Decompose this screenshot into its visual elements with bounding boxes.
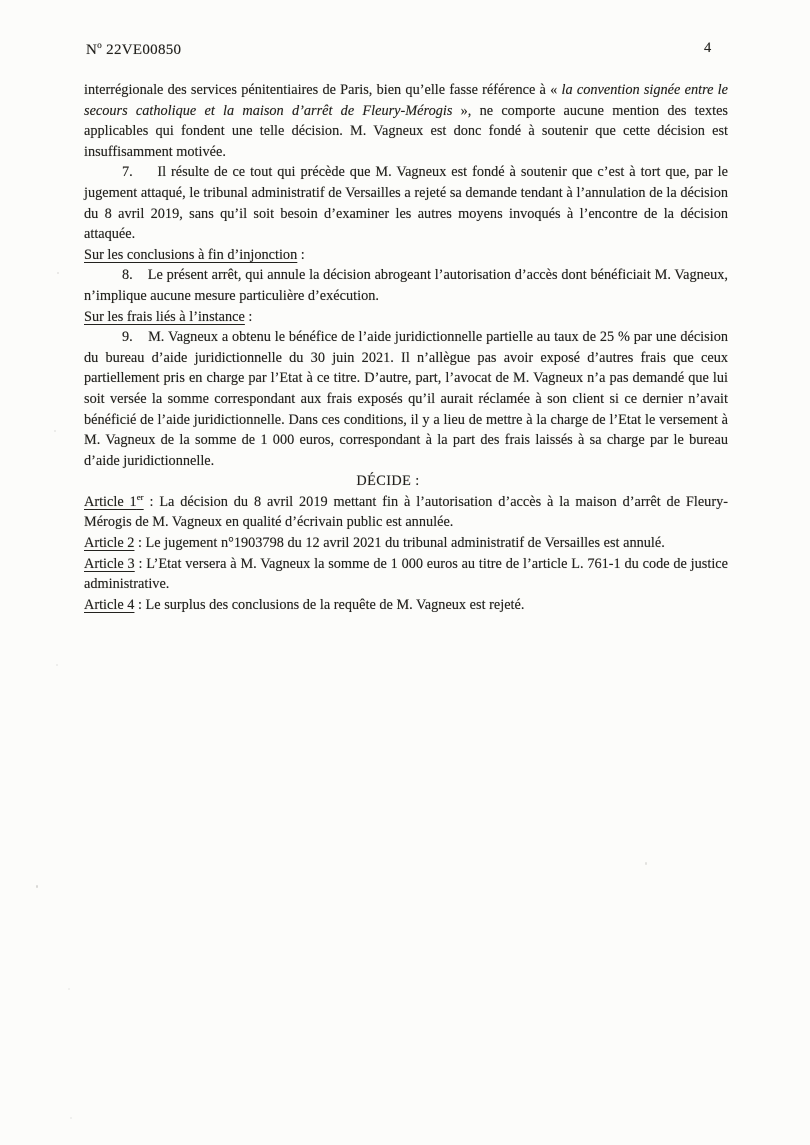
article-1-label <box>84 494 144 510</box>
paragraph-continuation <box>84 80 728 162</box>
case-number-ordinal: o <box>97 41 103 51</box>
article-2-text: : Le jugement n°1903798 du 12 avril 2021 du tribunal administratif de Versailles est annulé. <box>134 535 665 552</box>
scan-speckle <box>68 988 70 990</box>
paragraph-8: 8. Le présent arrêt, qui annule la décision abrogeant l’autorisation d’accès dont bénéficiait M. Vagneux, n’implique aucune mesure particulière d’exécution. <box>84 267 728 304</box>
intro-quote-italic: la convention signée entre le secours catholique et la maison d’arrêt de Fleury-Mérogis <box>84 82 728 119</box>
article-1-text: : La décision du 8 avril 2019 mettant fin à l’autorisation d’accès à la maison d’arrêt de Fleury-Mérogis de M. Vagneux en qualité d’écrivain public est annulée. <box>84 493 728 531</box>
paragraph-9: 9. M. Vagneux a obtenu le bénéfice de l’aide juridictionnelle partielle au taux de 25 % par une décision du bureau d’aide juridictionnelle du 30 juin 2021. Il n’allègue pas avoir exposé d’autres frais que ceux partiellement pris en charge par l’Etat à ce titre. D’autre, part, l’avocat de M. Vagneux n’a pas demandé que lui soit versée la somme correspondant aux frais exposés qu’il aurait réclamée à son client si ce dernier n’avait bénéficié de l’aide juridictionnelle. Dans ces conditions, il y a lieu de mettre à la charge de l’Etat le versement à M. Vagneux de la somme de 1 000 euros, correspondant à la part des frais laissés à sa charge par le bureau d’aide juridictionnelle. <box>84 329 728 469</box>
article-3 <box>84 554 728 595</box>
heading-injonction-text: Sur les conclusions à fin d’injonction <box>84 246 298 263</box>
heading-frais <box>84 307 728 328</box>
scan-speckle <box>70 1117 72 1119</box>
case-number <box>86 42 181 59</box>
scan-speckle <box>645 862 647 865</box>
case-number-prefix: N <box>86 42 98 58</box>
article-1 <box>84 492 728 533</box>
article-3-text: : L’Etat versera à M. Vagneux la somme de 1 000 euros au titre de l’article L. 761-1 du code de justice administrative. <box>84 555 729 593</box>
article-3-label <box>84 556 135 572</box>
article-4-text: : Le surplus des conclusions de la requête de M. Vagneux est rejeté. <box>134 596 525 613</box>
scan-speckle <box>57 272 59 274</box>
page-number: 4 <box>704 40 712 56</box>
article-4 <box>84 595 728 616</box>
paragraph-7: 7. Il résulte de ce tout qui précède que M. Vagneux est fondé à soutenir que c’est à tort que, par le jugement attaqué, le tribunal administratif de Versailles a rejeté sa demande tendant à l’annulation de la décision du 8 avril 2019, sans qu’il soit besoin d’examiner les autres moyens invoqués à l’encontre de la décision attaquée. <box>84 164 728 243</box>
heading-injonction-colon: : <box>297 246 305 263</box>
article-2-label <box>84 535 134 551</box>
heading-frais-text: Sur les frais liés à l’instance <box>84 308 245 325</box>
article-1-label-text: Article 1 <box>84 493 137 510</box>
scan-speckle <box>54 430 56 432</box>
article-1-ordinal: er <box>136 492 144 503</box>
heading-injonction <box>84 245 728 266</box>
article-2 <box>84 533 728 554</box>
scan-speckle <box>36 885 38 888</box>
heading-frais-colon: : <box>244 308 253 325</box>
intro-text-post: », ne comporte aucune mention des textes applicables qui fondent une telle décision. M. Vagneux est donc fondé à soutenir que cette décision est insuffisamment motivée. <box>84 102 728 160</box>
article-4-label-text: Article 4 <box>84 596 135 613</box>
scan-speckle <box>56 664 58 666</box>
document-body <box>84 80 728 615</box>
article-3-label-text: Article 3 <box>84 555 135 572</box>
decide-heading: DÉCIDE : <box>356 473 420 490</box>
intro-text-pre: interrégionale des services pénitentiaires de Paris, bien qu’elle fasse référence à « <box>84 82 562 98</box>
case-number-value: 22VE00850 <box>102 42 182 58</box>
article-2-label-text: Article 2 <box>84 535 135 552</box>
article-4-label <box>84 597 134 613</box>
